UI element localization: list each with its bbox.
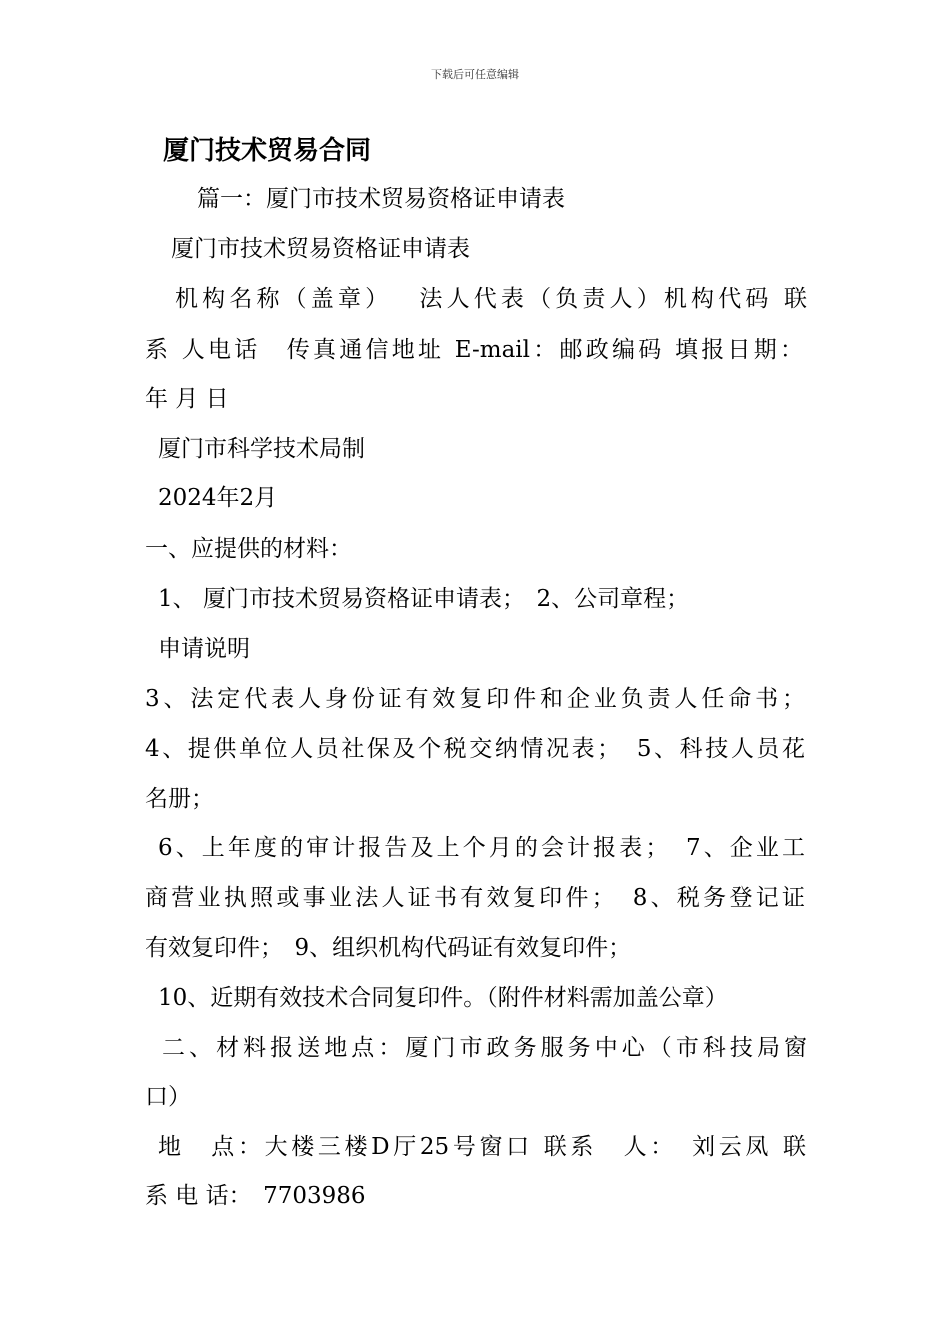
issue-date-line: 2024年2月	[158, 485, 278, 511]
material-item-6-7: 6、上年度的审计报告及上个月的会计报表； 7、企业工	[158, 835, 805, 861]
submission-location-line-2: 口）	[145, 1084, 191, 1110]
section-heading: 篇一：厦门市技术贸易资格证申请表	[197, 186, 565, 212]
application-note-label: 申请说明	[158, 636, 250, 662]
date-line: 年 月 日	[145, 386, 229, 412]
material-item-7-8: 商营业执照或事业法人证书有效复印件； 8、税务登记证	[145, 885, 805, 911]
material-item-10: 10、近期有效技术合同复印件。（附件材料需加盖公章）	[158, 985, 728, 1011]
materials-heading: 一、应提供的材料：	[145, 536, 352, 562]
contact-phone-line: 系 电 话： 7703986	[145, 1183, 366, 1209]
material-item-8-9: 有效复印件； 9、组织机构代码证有效复印件；	[145, 935, 632, 961]
issuer-line: 厦门市科学技术局制	[158, 436, 365, 462]
submission-location-line-1: 二、材料报送地点：厦门市政务服务中心（市科技局窗	[162, 1035, 807, 1061]
material-item-3: 3、法定代表人身份证有效复印件和企业负责人任命书；	[145, 686, 805, 712]
material-item-4-5: 4、提供单位人员社保及个税交纳情况表； 5、科技人员花	[145, 736, 805, 762]
contact-line-1: 地 点：大楼三楼D厅25号窗口 联系 人： 刘云凤 联	[158, 1134, 806, 1160]
material-item-1-2: 1、 厦门市技术贸易资格证申请表； 2、公司章程；	[158, 586, 690, 612]
form-title: 厦门市技术贸易资格证申请表	[171, 236, 470, 262]
material-item-5-cont: 名册；	[145, 786, 214, 812]
document-title: 厦门技术贸易合同	[163, 136, 372, 166]
form-fields-line-2: 系 人电话 传真通信地址 E-mail：邮政编码 填报日期：	[145, 337, 803, 363]
header-note: 下载后可任意编辑	[431, 68, 519, 81]
form-fields-line-1: 机构名称（盖章） 法人代表（负责人）机构代码 联	[175, 286, 807, 312]
